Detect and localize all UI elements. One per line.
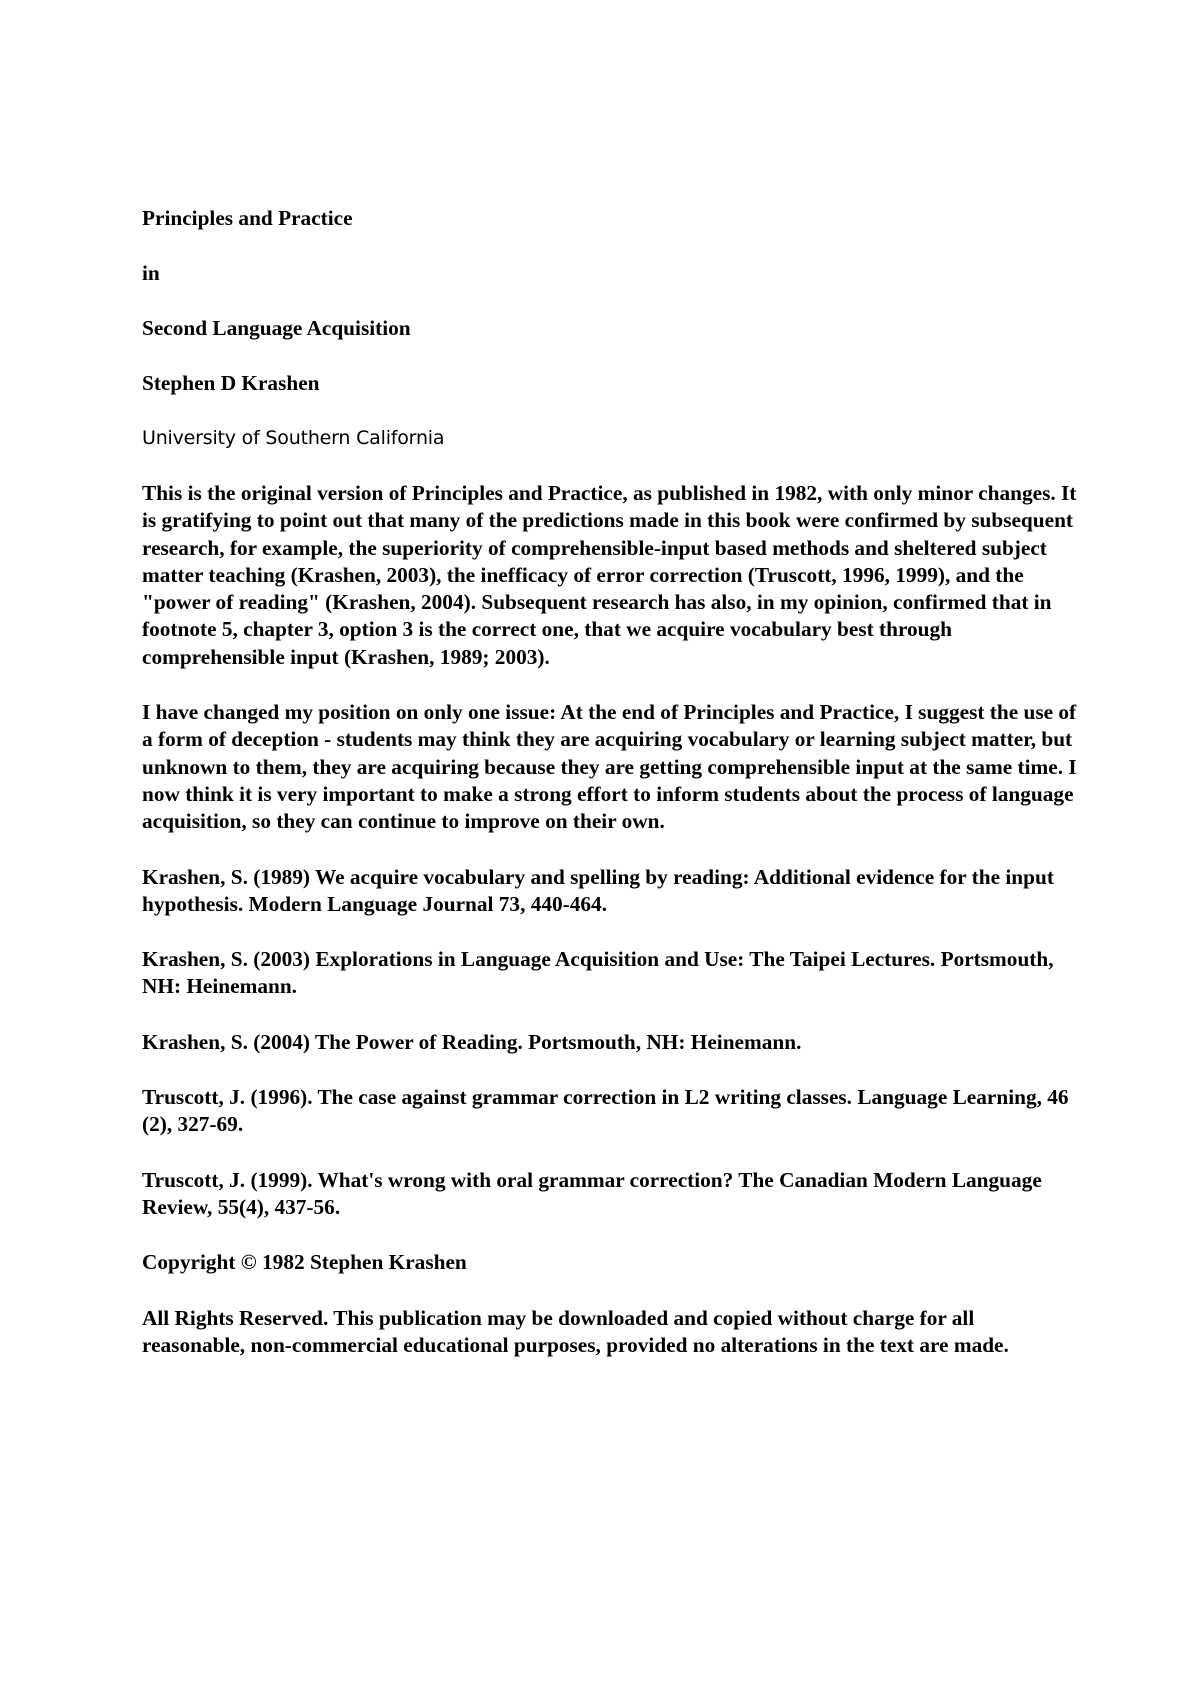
title-line-2: in — [142, 261, 160, 285]
reference-item: Krashen, S. (1989) We acquire vocabulary and spelling by reading: Additional evidence for the input hypothesis. Modern Language Journal 73, 440-464. — [142, 864, 1054, 916]
author-name: Stephen D Krashen — [142, 371, 320, 395]
document-page — [142, 205, 1077, 1387]
intro-paragraph: This is the original version of Principles and Practice, as published in 1982, with only minor changes. It is gratifying to point out that many of the predictions made in this book were confirmed by subsequent research, for example, the superiority of comprehensible-input based methods and sheltered subject matter teaching (Krashen, 2003), the inefficacy of error correction (Truscott, 1996, 1999), and the "power of reading" (Krashen, 2004). Subsequent research has also, in my opinion, confirmed that in footnote 5, chapter 3, option 3 is the correct one, that we acquire vocabulary best through comprehensible input (Krashen, 1989; 2003). — [142, 481, 1077, 669]
position-paragraph: I have changed my position on only one issue: At the end of Principles and Practice, I suggest the use of a form of deception - students may think they are acquiring vocabulary or learning subject matter, but unknown to them, they are acquiring because they are getting comprehensible input at the same time. I now think it is very important to make a strong effort to inform students about the process of language acquisition, so they can continue to improve on their own. — [142, 700, 1077, 834]
reference-item: Truscott, J. (1996). The case against grammar correction in L2 writing classes. Language Learning, 46 (2), 327-69. — [142, 1085, 1069, 1137]
rights-statement: All Rights Reserved. This publication may be downloaded and copied without charge for all reasonable, non-commercial educational purposes, provided no alterations in the text are made. — [142, 1305, 1009, 1357]
affiliation: University of Southern California — [142, 427, 445, 449]
references-list — [142, 864, 1077, 1222]
reference-item: Krashen, S. (2004) The Power of Reading. Portsmouth, NH: Heinemann. — [142, 1029, 802, 1054]
title-line-3: Second Language Acquisition — [142, 316, 411, 340]
reference-item: Truscott, J. (1999). What's wrong with oral grammar correction? The Canadian Modern Language Review, 55(4), 437-56. — [142, 1167, 1042, 1219]
copyright-line: Copyright © 1982 Stephen Krashen — [142, 1250, 467, 1275]
title-line-1: Principles and Practice — [142, 206, 353, 230]
reference-item: Krashen, S. (2003) Explorations in Language Acquisition and Use: The Taipei Lectures. Portsmouth, NH: Heinemann. — [142, 947, 1054, 999]
